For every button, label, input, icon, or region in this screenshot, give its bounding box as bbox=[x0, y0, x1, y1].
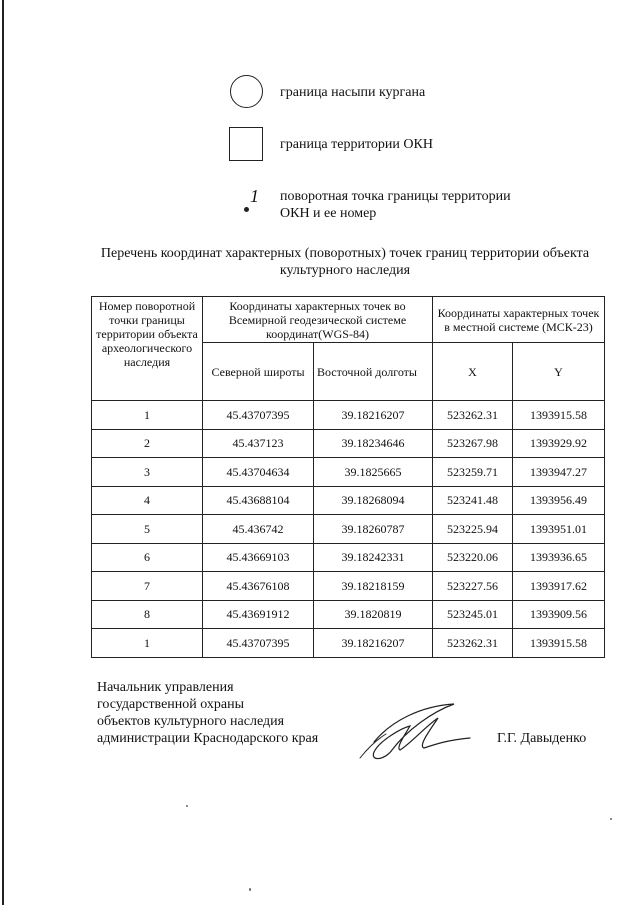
header-wgs84-group: Координаты характерных точек во Всемирной геодезической системе координат(WGS-84) bbox=[203, 297, 433, 343]
latitude-cell: 45.43676108 bbox=[203, 572, 314, 601]
x-cell: 523262.31 bbox=[433, 629, 513, 658]
x-cell: 523225.94 bbox=[433, 515, 513, 544]
latitude-cell: 45.437123 bbox=[203, 429, 314, 458]
latitude-cell: 45.43691912 bbox=[203, 600, 314, 629]
point-number-cell: 6 bbox=[92, 543, 203, 572]
point-number-cell: 2 bbox=[92, 429, 203, 458]
y-cell: 1393947.27 bbox=[513, 458, 605, 487]
y-cell: 1393951.01 bbox=[513, 515, 605, 544]
signatory-title-line: Начальник управления bbox=[97, 680, 234, 695]
table-row bbox=[92, 572, 605, 601]
table-row bbox=[92, 515, 605, 544]
point-number-cell: 1 bbox=[92, 629, 203, 658]
legend-label-territory: граница территории ОКН bbox=[280, 137, 433, 152]
signatory-name: Г.Г. Давыденко bbox=[497, 731, 587, 746]
y-cell: 1393936.65 bbox=[513, 543, 605, 572]
table-row bbox=[92, 543, 605, 572]
point-number-cell: 3 bbox=[92, 458, 203, 487]
x-cell: 523262.31 bbox=[433, 401, 513, 430]
table-row bbox=[92, 600, 605, 629]
header-east-longitude: Восточной долготы bbox=[314, 343, 433, 401]
point-number-cell: 4 bbox=[92, 486, 203, 515]
y-cell: 1393915.58 bbox=[513, 629, 605, 658]
y-cell: 1393956.49 bbox=[513, 486, 605, 515]
latitude-cell: 45.43688104 bbox=[203, 486, 314, 515]
x-cell: 523267.98 bbox=[433, 429, 513, 458]
x-cell: 523227.56 bbox=[433, 572, 513, 601]
header-x: X bbox=[433, 343, 513, 401]
y-cell: 1393909.56 bbox=[513, 600, 605, 629]
legend-label-mound: граница насыпи кургана bbox=[280, 85, 426, 100]
scan-speck bbox=[610, 818, 612, 820]
turning-point-number: 1 bbox=[250, 186, 259, 206]
x-cell: 523259.71 bbox=[433, 458, 513, 487]
signatory-title-line: государственной охраны bbox=[97, 697, 245, 712]
mound-boundary-circle-icon bbox=[230, 75, 263, 108]
header-north-latitude: Северной широты bbox=[203, 343, 314, 401]
latitude-cell: 45.43707395 bbox=[203, 629, 314, 658]
turning-point-dot-icon bbox=[244, 207, 249, 212]
signatory-title bbox=[97, 679, 318, 747]
latitude-cell: 45.436742 bbox=[203, 515, 314, 544]
header-point-number: Номер поворотной точки границы территории объекта археологического наследия bbox=[92, 297, 203, 401]
coordinates-table bbox=[91, 296, 605, 658]
longitude-cell: 39.18242331 bbox=[314, 543, 433, 572]
table-row bbox=[92, 458, 605, 487]
y-cell: 1393915.58 bbox=[513, 401, 605, 430]
point-number-cell: 8 bbox=[92, 600, 203, 629]
header-y: Y bbox=[513, 343, 605, 401]
point-number-cell: 7 bbox=[92, 572, 203, 601]
longitude-cell: 39.18268094 bbox=[314, 486, 433, 515]
point-number-cell: 5 bbox=[92, 515, 203, 544]
x-cell: 523245.01 bbox=[433, 600, 513, 629]
scan-speck bbox=[249, 888, 251, 891]
point-number-cell: 1 bbox=[92, 401, 203, 430]
latitude-cell: 45.43704634 bbox=[203, 458, 314, 487]
y-cell: 1393917.62 bbox=[513, 572, 605, 601]
longitude-cell: 39.18234646 bbox=[314, 429, 433, 458]
longitude-cell: 39.1820819 bbox=[314, 600, 433, 629]
signatory-title-line: администрации Краснодарского края bbox=[97, 731, 319, 746]
x-cell: 523241.48 bbox=[433, 486, 513, 515]
signatory-title-line: объектов культурного наследия bbox=[97, 714, 285, 729]
x-cell: 523220.06 bbox=[433, 543, 513, 572]
longitude-cell: 39.18218159 bbox=[314, 572, 433, 601]
table-row bbox=[92, 486, 605, 515]
header-msk23-group: Координаты характерных точек в местной системе (МСК-23) bbox=[433, 297, 605, 343]
longitude-cell: 39.18260787 bbox=[314, 515, 433, 544]
longitude-cell: 39.18216207 bbox=[314, 629, 433, 658]
legend-label-turning-point: поворотная точка границы территории ОКН и ее номер bbox=[280, 189, 511, 221]
handwritten-signature bbox=[352, 700, 477, 765]
longitude-cell: 39.18216207 bbox=[314, 401, 433, 430]
page-edge-line bbox=[2, 0, 4, 905]
territory-boundary-square-icon bbox=[229, 127, 263, 161]
longitude-cell: 39.1825665 bbox=[314, 458, 433, 487]
table-row bbox=[92, 429, 605, 458]
table-row bbox=[92, 629, 605, 658]
latitude-cell: 45.43707395 bbox=[203, 401, 314, 430]
y-cell: 1393929.92 bbox=[513, 429, 605, 458]
table-row bbox=[92, 401, 605, 430]
scan-speck bbox=[186, 805, 188, 807]
coordinates-list-heading: Перечень координат характерных (поворотных) точек границ территории объекта культурного наследия bbox=[100, 246, 590, 278]
latitude-cell: 45.43669103 bbox=[203, 543, 314, 572]
